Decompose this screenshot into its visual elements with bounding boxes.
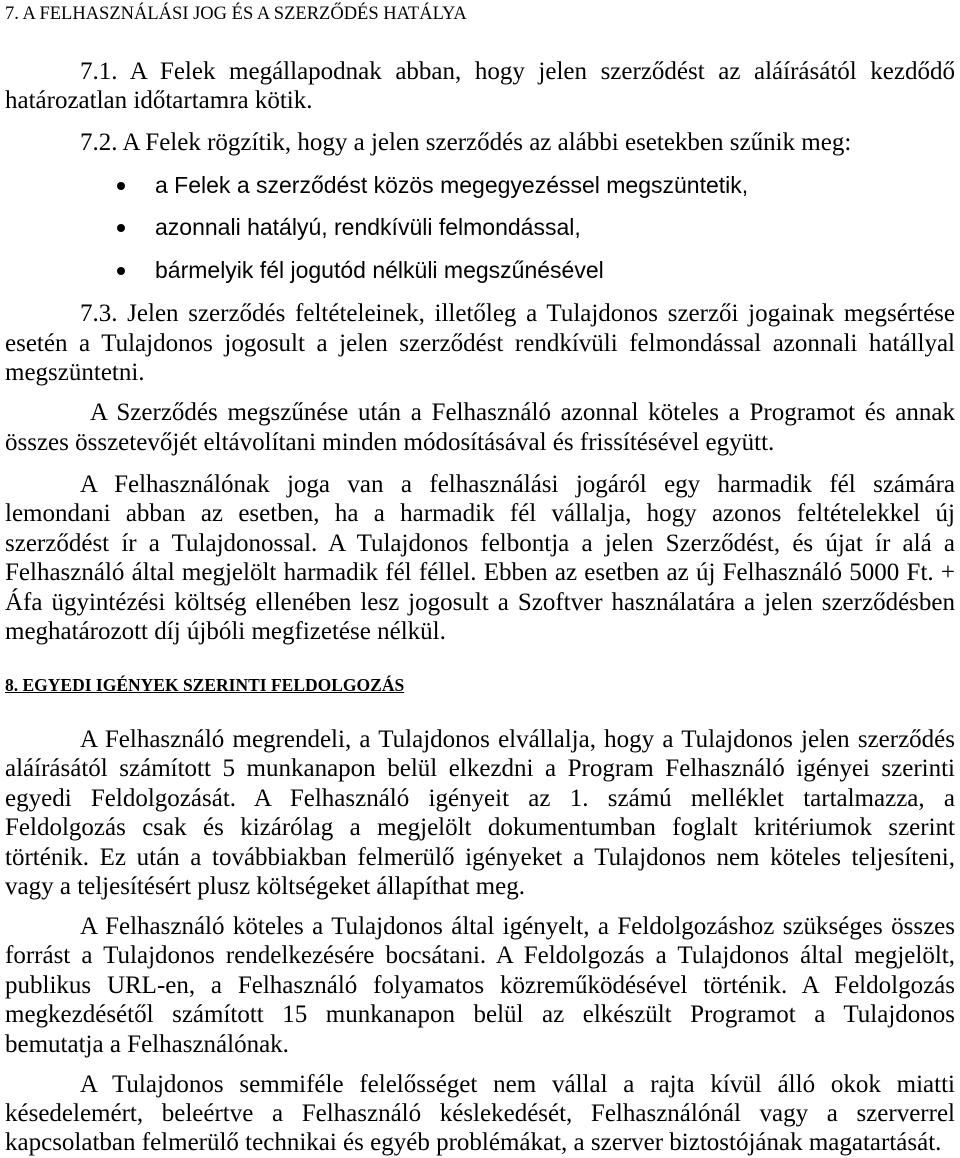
order-line: Feldolgozás csak és kizárólag a megjelölt dokumentumban foglalt kritériumok szerint [5,814,955,841]
after-termination-line: összes összetevőjét eltávolítani minden módosításával és frissítésével együtt. [5,429,775,456]
section-7-heading: 7. A FELHASZNÁLÁSI JOG ÉS A SZERZŐDÉS HATÁLYA [5,4,467,24]
order-line: történik. Ez után a továbbiakban felmerülő igényeket a Tulajdonos nem köteles teljesíteni, [5,844,955,871]
clause-7-1-line: határozatlan időtartamra kötik. [5,87,313,114]
transfer-line: szerződést ír a Tulajdonossal. A Tulajdonos felbontja a jelen Szerződést, és újat ír alá a [5,530,955,557]
transfer-line: meghatározott díj újbóli megfizetése nélkül. [5,618,446,645]
list-item [0,171,960,200]
transfer-line: Áfa ügyintézési költség ellenében lesz jogosult a Szoftver használatára a jelen szerződésben [5,589,955,616]
clause-7-1-line: 7.1. A Felek megállapodnak abban, hogy jelen szerződést az aláírásától kezdődő [80,58,955,85]
order-line: aláírásától számított 5 munkanapon belül elkezdni a Program Felhasználó igényei szerinti [5,755,955,782]
termination-case-text: a Felek a szerződést közös megegyezéssel megszüntetik, [155,172,749,198]
liability-line: kapcsolatban felmerülő technikai és egyéb problémákat, a szerver biztostójának magatartását. [5,1129,942,1156]
termination-case-text: azonnali hatályú, rendkívüli felmondással, [155,214,581,240]
clause-7-3-line: esetén a Tulajdonos jogosult a jelen szerződést rendkívüli felmondással azonnali hatállyal [5,330,955,357]
bullet-icon [117,224,125,232]
bullet-icon [117,182,125,190]
transfer-line: lemondani abban az esetben, ha a harmadik fél vállalja, hogy azonos feltételekkel új [5,500,955,527]
cooperation-line: bemutatja a Felhasználónak. [5,1031,289,1058]
termination-case-text: bármelyik fél jogutód nélküli megszűnésével [155,257,604,283]
list-item [0,256,960,285]
clause-7-2: 7.2. A Felek rögzítik, hogy a jelen szerződés az alábbi esetekben szűnik meg: [80,129,852,156]
bullet-icon [117,267,125,275]
cooperation-line: megkezdésétől számított 15 munkanapon belül az elkészült Programot a Tulajdonos [5,1001,955,1028]
transfer-line: Felhasználó által megjelölt harmadik fél féllel. Ebben az esetben az új Felhasználó 5000 Ft. + [5,559,955,586]
cooperation-line: A Felhasználó köteles a Tulajdonos által igényelt, a Feldolgozáshoz szükséges összes [80,913,955,940]
order-line: vagy a teljesítésért plusz költségeket állapíthat meg. [5,873,525,900]
order-line: A Felhasználó megrendeli, a Tulajdonos elvállalja, hogy a Tulajdonos jelen szerződés [80,726,955,753]
section-8-heading: 8. EGYEDI IGÉNYEK SZERINTI FELDOLGOZÁS [5,675,405,695]
liability-line: A Tulajdonos semmiféle felelősséget nem vállal a rajta kívül álló okok miatti [80,1071,955,1098]
after-termination-line: A Szerződés megszűnése után a Felhasználó azonnal köteles a Programot és annak [90,399,955,426]
list-item [0,213,960,242]
cooperation-line: forrást a Tulajdonos rendelkezésére bocsátani. A Feldolgozás a Tulajdonos által megjelölt, [5,942,955,969]
clause-7-3-line: megszüntetni. [5,359,145,386]
liability-line: késedelemért, beleértve a Felhasználó késlekedését, Felhasználónál vagy a szerverrel [5,1100,955,1127]
order-line: egyedi Feldolgozását. A Felhasználó igényeit az 1. számú melléklet tartalmazza, a [5,785,955,812]
clause-7-3-line: 7.3. Jelen szerződés feltételeinek, illetőleg a Tulajdonos szerzői jogainak megsértése [80,300,955,327]
cooperation-line: publikus URL-en, a Felhasználó folyamatos közreműködésével történik. A Feldolgozás [5,972,955,999]
transfer-line: A Felhasználónak joga van a felhasználási jogáról egy harmadik fél számára [80,471,955,498]
